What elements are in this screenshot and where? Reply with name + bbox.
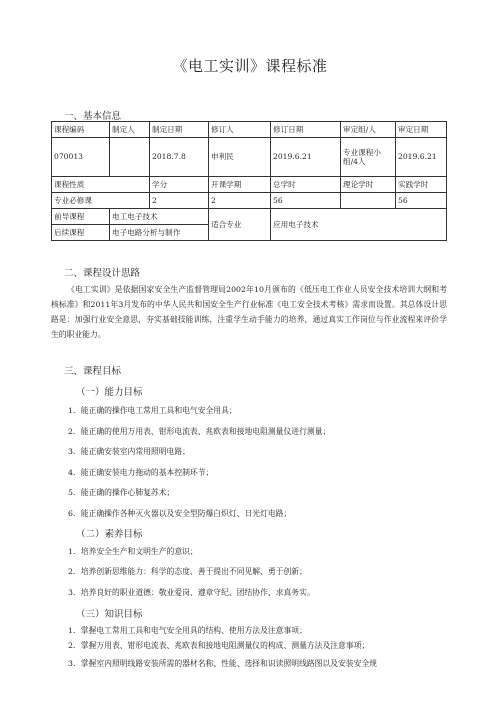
knowledge-heading: （三）知识目标 (76, 609, 143, 620)
design-paragraph: 《电工实训》是依据国家安全生产监督管理局2002年10月颁布的《低压电工作业人员安全技术培训大纲和考核标准》和2011年3月发布的中华人民共和国安全生产行业标准《电工安全技术考核》需求而设置。其总体设计思路是：加强行业安全意思，夯实基础技能训练，注重学生动手能力的培养，通过真实工作岗位与作业流程来评价学生的职业能力。 (51, 285, 447, 339)
list-item: 4．能正确安装电力拖动的基本控制环节； (68, 468, 214, 477)
table-cell: 制定人 (110, 122, 150, 138)
table-cell: 专业必修课 (52, 193, 150, 209)
quality-heading: （二）素养目标 (76, 529, 143, 540)
table-cell: 审定组/人 (341, 122, 396, 138)
table-cell: 理论学时 (341, 177, 396, 193)
section-design-heading: 二、课程设计思路 (64, 268, 141, 279)
table-cell: 申利民 (209, 138, 271, 177)
table-cell: 后续课程 (52, 225, 110, 241)
list-item: 1．能正确的操作电工常用工具和电气安全用具； (68, 406, 237, 415)
course-info-table (51, 121, 447, 241)
page-title: 《电工实训》课程标准 (172, 57, 328, 75)
table-cell: 2 (150, 193, 209, 209)
table-cell: 课程性质 (52, 177, 150, 193)
list-item: 3．能正确安装室内常用照明电路； (68, 447, 190, 456)
table-cell: 修订人 (209, 122, 271, 138)
table-cell: 适合专业 (209, 209, 271, 241)
table-cell: 2 (209, 193, 271, 209)
table-cell (110, 138, 150, 177)
ability-heading: （一）能力目标 (76, 387, 143, 398)
table-cell: 修订日期 (271, 122, 341, 138)
table-cell: 070013 (52, 138, 110, 177)
table-cell: 2018.7.8 (150, 138, 209, 177)
table-cell: 56 (271, 193, 341, 209)
table-row (52, 177, 447, 193)
table-cell: 专业课程小组/4人 (341, 138, 396, 177)
list-item: 1．培养安全生产和文明生产的意识； (68, 547, 198, 556)
table-cell: 前导课程 (52, 209, 110, 225)
table-cell: 审定日期 (396, 122, 447, 138)
list-item: 2．能正确的使用万用表、钳形电流表、兆欧表和接地电阻测量仪进行测量； (68, 427, 331, 436)
table-cell: 2019.6.21 (396, 138, 447, 177)
list-item: 1．掌握电工常用工具和电气安全用具的结构、使用方法及注意事项； (68, 626, 307, 635)
table-row (52, 193, 447, 209)
list-item: 3．培养良好的职业道德：敬业爱岗、遵章守纪、团结协作、求真务实。 (68, 588, 315, 597)
table-cell: 实践学时 (396, 177, 447, 193)
table-row (52, 209, 447, 225)
table-cell: 制定日期 (150, 122, 209, 138)
list-item: 5．能正确的操作心肺复苏术； (68, 488, 175, 497)
table-cell: 电子电路分析与制作 (110, 225, 209, 241)
table-cell: 2019.6.21 (271, 138, 341, 177)
table-cell: 学分 (150, 177, 209, 193)
list-item: 2．掌握万用表、钳形电流表、兆欧表和接地电阻测量仪的构成、测量方法及注意事项； (68, 641, 370, 650)
list-item: 3．掌握室内照明线路安装所需的器材名称、性能、选择和识读照明线路图以及安装安全规 (68, 659, 378, 668)
table-cell: 应用电子技术 (271, 209, 447, 241)
table-cell: 电工电子技术 (110, 209, 209, 225)
table-cell: 开课学期 (209, 177, 271, 193)
table-row (52, 138, 447, 177)
list-item: 6．能正确操作各种灭火器以及安全型防爆白炽灯、日光灯电路； (68, 509, 292, 518)
table-cell (341, 193, 396, 209)
table-row (52, 122, 447, 138)
section-objectives-heading: 三、课程目标 (64, 366, 122, 377)
list-item: 2．培养创新思维能力：科学的态度、善于提出不同见解、勇于创新； (68, 567, 307, 576)
table-cell: 总学时 (271, 177, 341, 193)
table-cell: 56 (396, 193, 447, 209)
table-cell: 课程编码 (52, 122, 110, 138)
section-basic-info-heading: 一、基本信息 (64, 111, 122, 122)
